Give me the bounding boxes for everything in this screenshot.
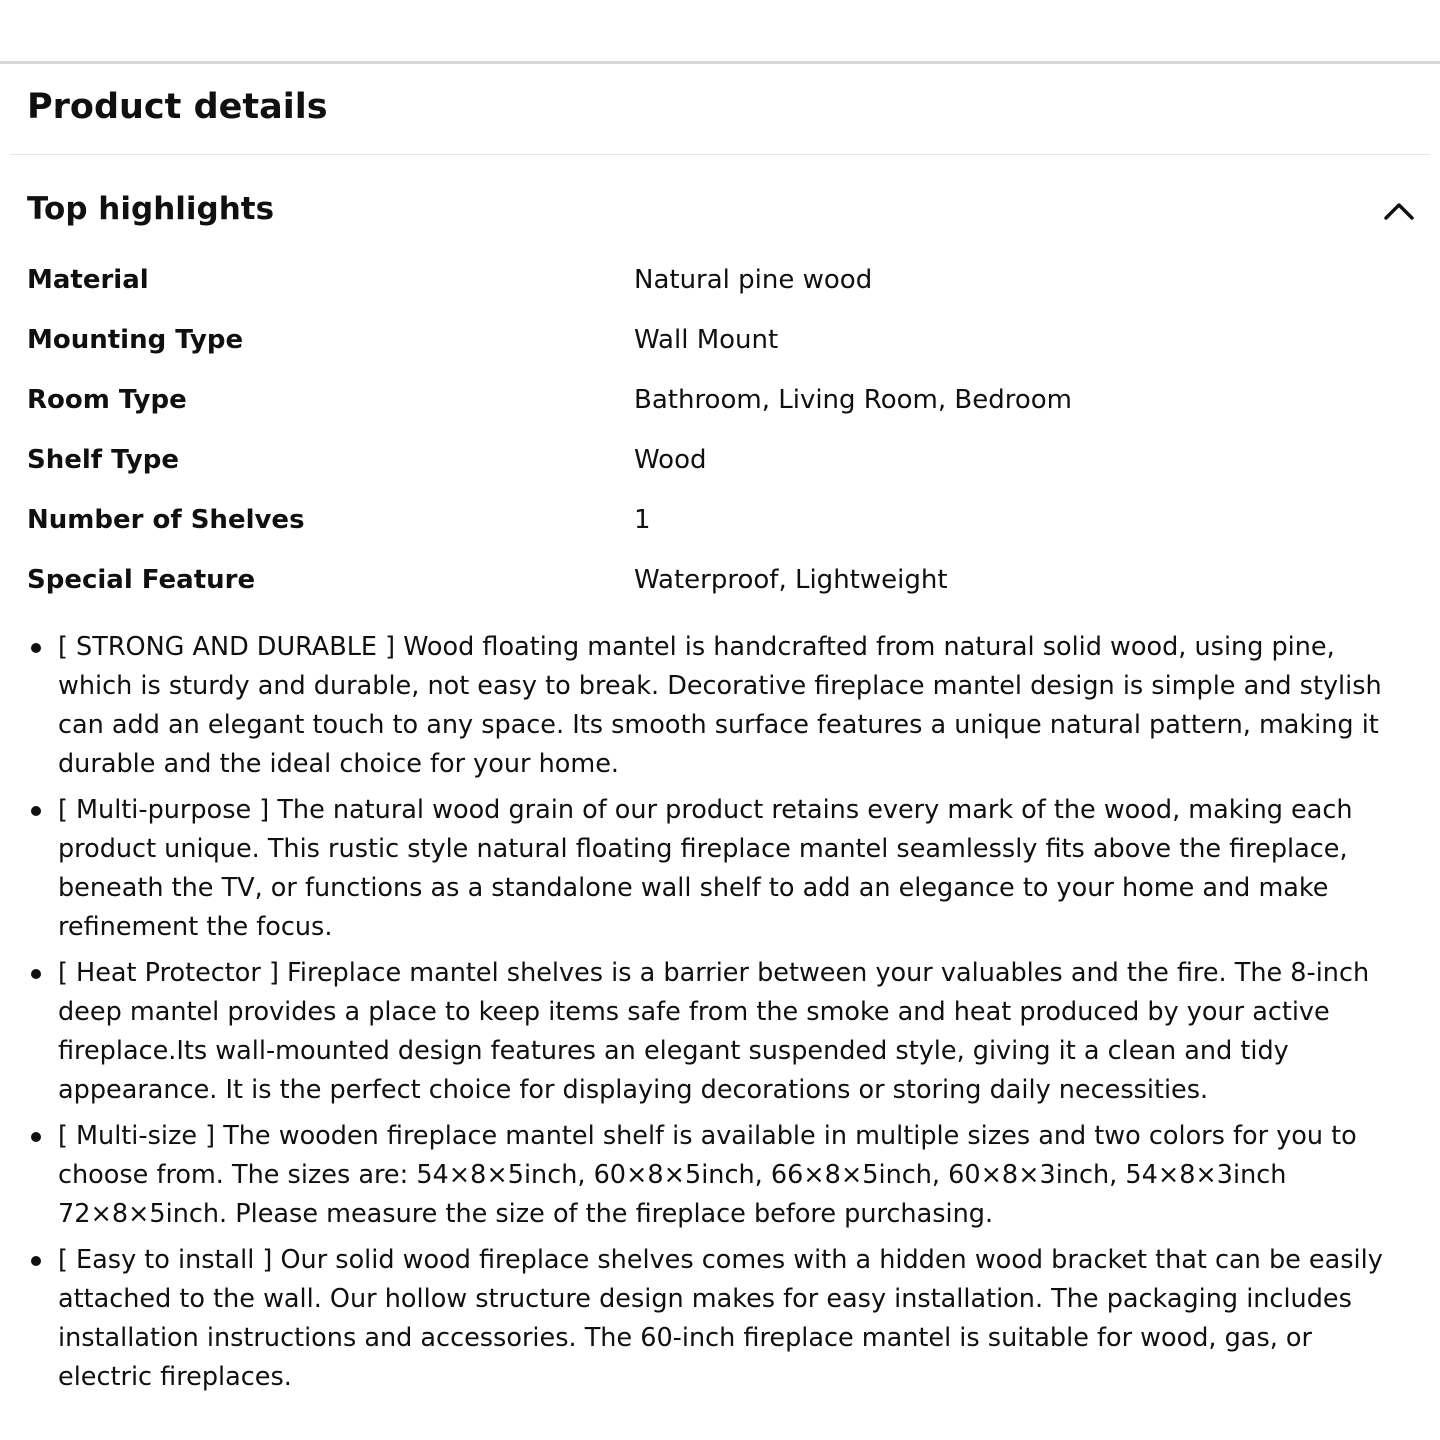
- list-item: [27, 628, 1407, 784]
- title-divider: [10, 154, 1430, 155]
- top-divider: [0, 61, 1440, 64]
- page-title: Product details: [27, 87, 328, 127]
- section-title: Top highlights: [27, 191, 275, 227]
- spec-label: Special Feature: [27, 565, 256, 595]
- spec-value: Waterproof, Lightweight: [634, 565, 948, 595]
- spec-label: Mounting Type: [27, 325, 244, 355]
- bullet-dot-icon: [31, 1256, 41, 1266]
- spec-value: Wall Mount: [634, 325, 779, 355]
- bullet-text: [ Multi-size ] The wooden fireplace mantel shelf is available in multiple sizes and two colors for you to choose from. The sizes are: 54×8×5inch, 60×8×5inch, 66×8×5inch, 60×8×3inch, 54×8×3inch 72×8×5inch. Please measure the size of the fireplace before purchasing.: [58, 1121, 1357, 1229]
- bullet-text: [ Easy to install ] Our solid wood fireplace shelves comes with a hidden wood bracket that can be easily attached to the wall. Our hollow structure design makes for easy installation. The packaging includes installation instructions and accessories. The 60-inch fireplace mantel is suitable for wood, gas, or electric fireplaces.: [58, 1245, 1383, 1392]
- spec-row-number-of-shelves: [27, 498, 1417, 558]
- bullet-dot-icon: [31, 643, 41, 653]
- list-item: [27, 954, 1407, 1110]
- spec-row-special-feature: [27, 558, 1417, 618]
- specs-table: [27, 258, 1417, 618]
- spec-label: Shelf Type: [27, 445, 179, 475]
- spec-row-mounting-type: [27, 318, 1417, 378]
- feature-bullet-list: [27, 628, 1407, 1404]
- bullet-dot-icon: [31, 1132, 41, 1142]
- spec-row-room-type: [27, 378, 1417, 438]
- spec-row-shelf-type: [27, 438, 1417, 498]
- spec-label: Material: [27, 265, 149, 295]
- spec-value: Natural pine wood: [634, 265, 873, 295]
- bullet-dot-icon: [31, 806, 41, 816]
- list-item: [27, 791, 1407, 947]
- spec-row-material: [27, 258, 1417, 318]
- spec-label: Number of Shelves: [27, 505, 305, 535]
- spec-value: 1: [634, 505, 651, 535]
- bullet-dot-icon: [31, 969, 41, 979]
- chevron-up-icon[interactable]: [1381, 192, 1417, 228]
- bullet-text: [ Heat Protector ] Fireplace mantel shelves is a barrier between your valuables and the fire. The 8-inch deep mantel provides a place to keep items safe from the smoke and heat produced by your active fireplace.Its wall-mounted design features an elegant suspended style, giving it a clean and tidy appearance. It is the perfect choice for displaying decorations or storing daily necessities.: [58, 958, 1370, 1105]
- bullet-text: [ Multi-purpose ] The natural wood grain of our product retains every mark of the wood, making each product unique. This rustic style natural floating fireplace mantel seamlessly fits above the fireplace, beneath the TV, or functions as a standalone wall shelf to add an elegance to your home and make refinement the focus.: [58, 795, 1353, 942]
- spec-value: Wood: [634, 445, 707, 475]
- spec-label: Room Type: [27, 385, 187, 415]
- bullet-text: [ STRONG AND DURABLE ] Wood floating mantel is handcrafted from natural solid wood, using pine, which is sturdy and durable, not easy to break. Decorative fireplace mantel design is simple and stylish can add an elegant touch to any space. Its smooth surface features a unique natural pattern, making it durable and the ideal choice for your home.: [58, 632, 1382, 779]
- list-item: [27, 1117, 1407, 1234]
- top-highlights-header[interactable]: [27, 186, 1417, 234]
- spec-value: Bathroom, Living Room, Bedroom: [634, 385, 1072, 415]
- list-item: [27, 1241, 1407, 1397]
